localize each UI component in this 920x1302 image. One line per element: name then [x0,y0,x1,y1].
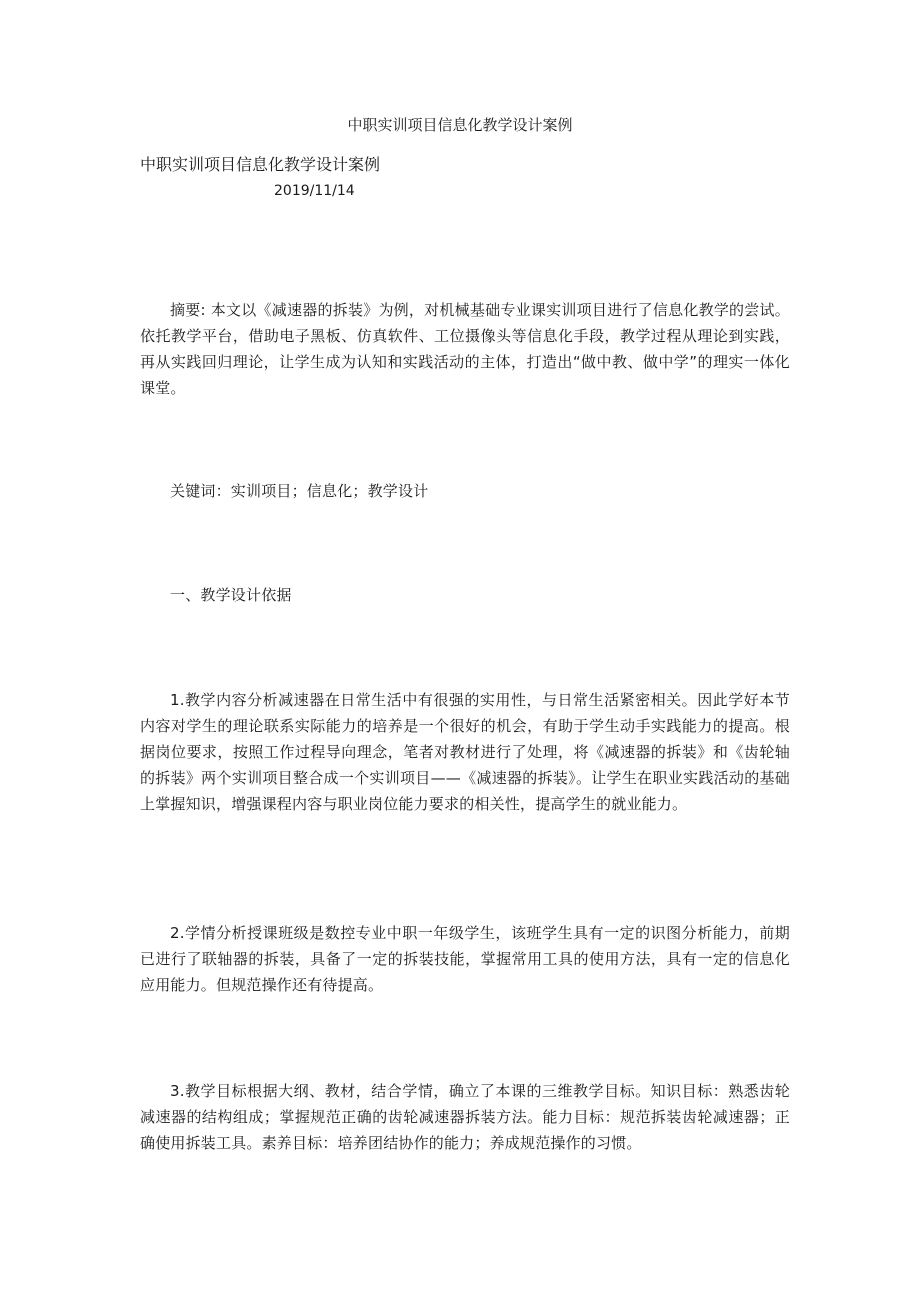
document-subtitle: 中职实训项目信息化教学设计案例 [140,155,381,174]
document-date: 2019/11/14 [274,183,355,199]
abstract-paragraph: 摘要: 本文以《减速器的拆装》为例，对机械基础专业课实训项目进行了信息化教学的尝试。依托教学平台，借助电子黑板、仿真软件、工位摄像头等信息化手段，教学过程从理论到实践，再从实践回归理论，让学生成为认知和实践活动的主体，打造出“做中教、做中学”的理实一体化课堂。 [140,301,790,397]
content-analysis-paragraph: 1.教学内容分析减速器在日常生活中有很强的实用性，与日常生活紧密相关。因此学好本节内容对学生的理论联系实际能力的培养是一个很好的机会，有助于学生动手实践能力的提高。根据岗位要求，按照工作过程导向理念，笔者对教材进行了处理，将《减速器的拆装》和《齿轮轴的拆装》两个实训项目整合成一个实训项目——《减速器的拆装》。让学生在职业实践活动的基础上掌握知识，增强课程内容与职业岗位能力要求的相关性，提高学生的就业能力。 [140,691,790,813]
learner-analysis-paragraph: 2.学情分析授课班级是数控专业中职一年级学生，该班学生具有一定的识图分析能力，前期已进行了联轴器的拆装，具备了一定的拆装技能，掌握常用工具的使用方法，具有一定的信息化应用能力。但规范操作还有待提高。 [140,924,790,994]
section-heading: 一、教学设计依据 [170,586,292,604]
teaching-objectives-paragraph: 3.教学目标根据大纲、教材，结合学情，确立了本课的三维教学目标。知识目标：熟悉齿轮减速器的结构组成；掌握规范正确的齿轮减速器拆装方法。能力目标：规范拆装齿轮减速器；正确使用拆装工具。素养目标：培养团结协作的能力；养成规范操作的习惯。 [140,1082,790,1152]
document-title: 中职实训项目信息化教学设计案例 [347,116,573,134]
keywords-paragraph: 关键词：实训项目；信息化；教学设计 [170,482,429,500]
